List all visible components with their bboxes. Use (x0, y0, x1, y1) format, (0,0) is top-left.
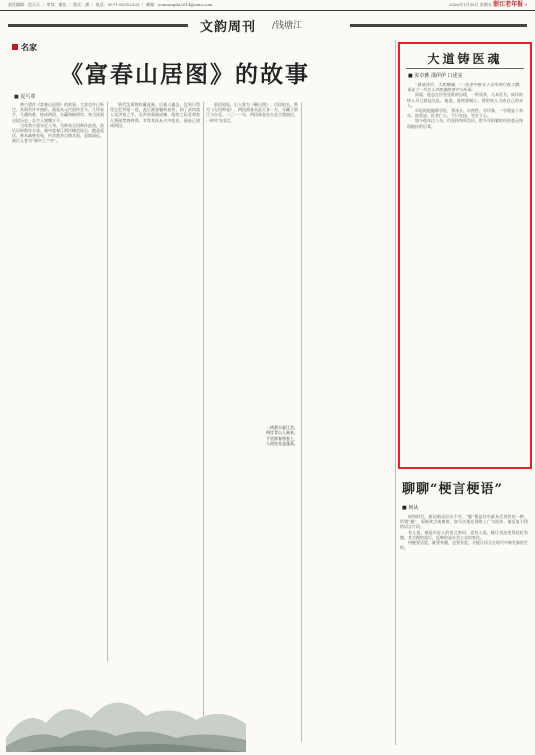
article2-title: 大道铸医魂 (427, 52, 503, 66)
article3-title: 聊聊“梗言梗语” (402, 482, 503, 497)
column-rule (203, 102, 204, 742)
page-number: 9 (524, 2, 527, 7)
article1-col-2 (110, 102, 200, 742)
article2-paragraph: 年轻时他随师学医，背汤头、识药性、学诊脉，一学便是十余年。他常说，医者仁心，不只在技，更在于心。 (407, 108, 523, 119)
header-editor-info: 责任编辑：范天天 ｜ 审读：俞佳 ｜ 版式：潘 ｜ 电话：0571-85312335 ｜ 邮箱：younongda2014@sina.com (8, 2, 213, 7)
article2-author: ■ 张卓雅 邵伊伊 口述实 (408, 73, 463, 79)
supplement-subtitle: /钱塘江 (272, 21, 303, 31)
header-date: 2026年1月30日 星期五 (448, 2, 492, 7)
article3-paragraph: 用梗要适度，既要有趣，也要有度，方能让语言在时代中焕发新的生机。 (400, 540, 528, 551)
article1-paragraph: 前段较短，后人称为《剩山图》；后段较长，称为《无用师卷》。两段画卷从此天各一方，分藏于浙江与台北。二〇一一年，两段画卷在台北合璧展出，一时传为佳话。 (206, 102, 298, 123)
masthead-bar-right (350, 24, 527, 27)
column-rule (107, 102, 108, 662)
article1-col-3 (206, 102, 298, 742)
column-rule (301, 102, 302, 742)
section-label: 名家 (21, 43, 37, 52)
newspaper-logo: 浙江老年报 (493, 1, 524, 8)
highlighted-article-box (398, 42, 532, 469)
article2-paragraph: 如今他年过八旬，仍坚持每周坐诊，把多年积累的经验毫无保留地传给后辈。 (407, 118, 523, 129)
section-marker-icon (12, 44, 18, 50)
masthead-bar-left (8, 24, 188, 27)
article1-title: 《富春山居图》的故事 (60, 61, 310, 88)
article1-paragraph: 明代沈周曾收藏此画，后被人骗去，沈周只得凭记忆背临一卷。此后画卷辗转流传，到了清初落入吴洪裕之手。吴洪裕爱画成痴，临终之际竟命家人将画焚烧殉葬，幸得其侄从火中抢出，画卷已烧成两段。 (110, 102, 200, 128)
masthead (0, 14, 535, 36)
poem-block (262, 425, 302, 447)
article2-body (407, 82, 523, 462)
article1-paragraph: 当年黄公望年近八旬，为师弟无用师作此图，前后历时数年方成。画中富春江两岸峰峦坡石，随意起伏，林木疏密有致，村舍渔舟点缀其间，意境深远，被后人誉为“画中之兰亭”。 (12, 122, 104, 144)
article1-author: ■ 夏丐尊 (14, 94, 36, 100)
poem-line: 千里富春图卷上， (266, 435, 298, 441)
supplement-title: 文韵周刊 (200, 20, 257, 35)
page-header (0, 0, 535, 11)
article1-col-1 (12, 102, 104, 662)
section-tag (12, 42, 37, 53)
article1-paragraph: 黄公望作《富春山居图》的故事，大家也许已听过，其间有许多曲折。画卷从元代流传至今，几经易手，几遭劫难，终成两段，分藏海峡两岸。每当读到这段历史，总令人感慨万千。 (12, 102, 104, 123)
box-title-rule (406, 68, 524, 69)
poem-line: 一湾碧水春江美， (266, 425, 298, 430)
column-rule (395, 40, 396, 745)
poem-line: 两岸青山入画来。 (266, 430, 298, 436)
article3-author: ■ 何从 (402, 505, 419, 511)
article3-paragraph: 网络时代，新词新语层出不穷，“梗”便是其中最具代表性的一种。所谓“梗”，原指笑点或典故，如今泛指在网络上广为流传、被反复引用的语言片段。 (400, 514, 528, 530)
poem-line: 人间处处是蓬莱。 (266, 441, 298, 447)
article2-paragraph: 清晨，他总在诊室里准时出现，一杯清茶，几本医书，候诊的病人早已排起长队。他说，看病要耐心，要把病人当成自己的亲人。 (407, 92, 523, 108)
article3-paragraph: 有人说，梗是年轻人的语言密码；也有人说，梗让表达变得轻松有趣。其实梗的流行，反映的是社会心态的变化。 (400, 529, 528, 540)
landscape-illustration-icon (6, 668, 246, 752)
article3-body (400, 514, 528, 749)
header-date-block (449, 0, 527, 10)
article2-quote: “悬壶济世，大医精诚。”一位老中医五十余年的行医之路，见证了一代代人对医道的坚守与传承。 (407, 82, 523, 93)
